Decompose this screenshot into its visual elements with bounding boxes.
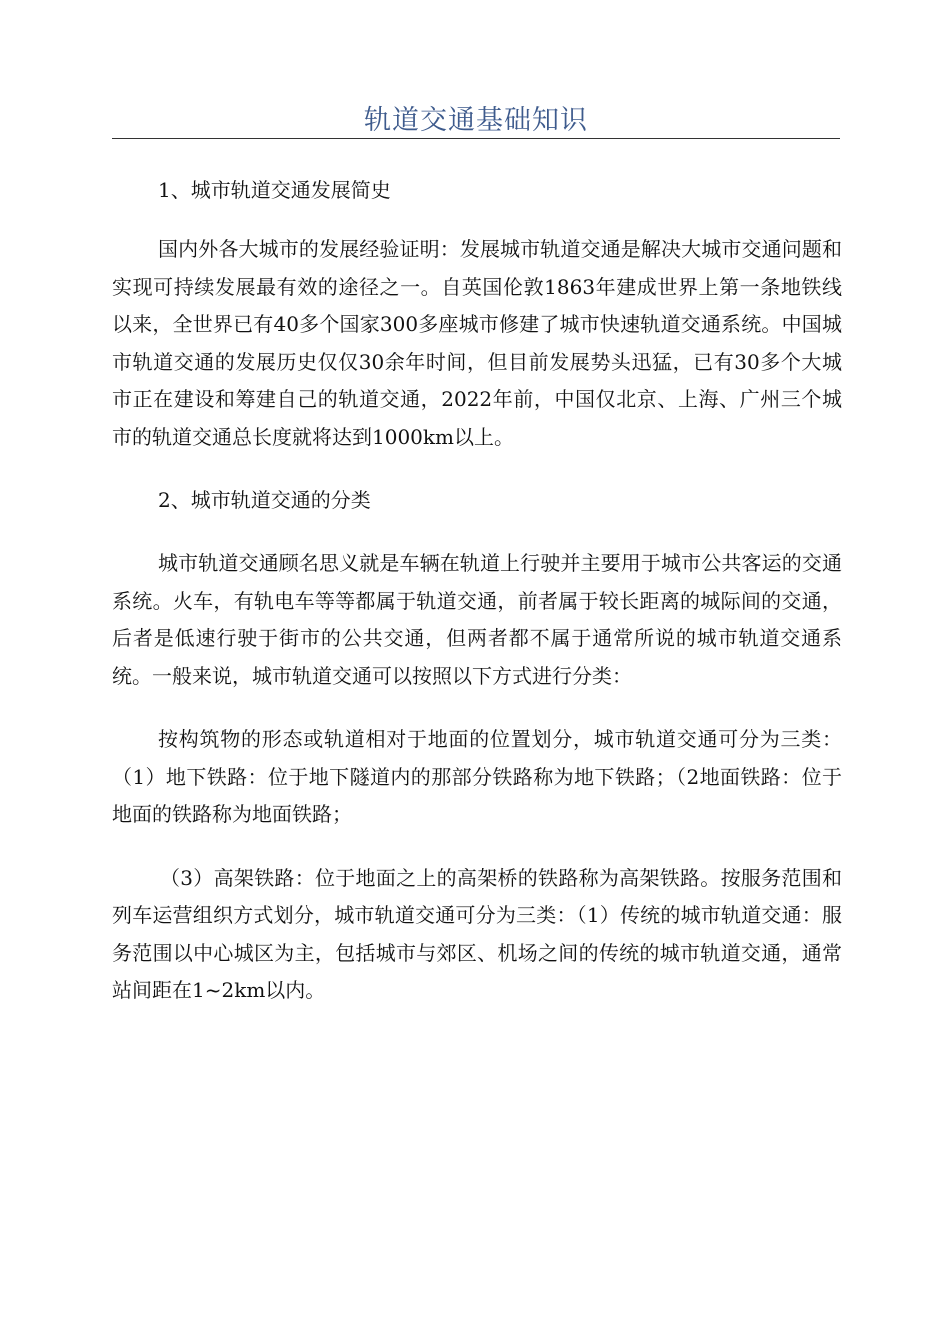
paragraph: 城市轨道交通顾名思义就是车辆在轨道上行驶并主要用于城市公共客运的交通系统。火车，有轨电车等等都属于轨道交通，前者属于较长距离的城际间的交通，后者是低速行驶于街市的公共交通，但两者都不属于通常所说的城市轨道交通系统。一般来说，城市轨道交通可以按照以下方式进行分类： [112,551,842,688]
paragraph: 国内外各大城市的发展经验证明：发展城市轨道交通是解决大城市交通问题和实现可持续发展最有效的途径之一。自英国伦敦1863年建成世界上第一条地铁线以来，全世界已有40多个国家300多座城市修建了城市快速轨道交通系统。中国城市轨道交通的发展历史仅仅30余年时间，但目前发展势头迅猛，已有30多个大城市正在建设和筹建自己的轨道交通，2022年前，中国仅北京、上海、广州三个城市的轨道交通总长度就将达到1000km以上。 [112,237,842,449]
title-block [112,104,840,139]
document-title: 轨道交通基础知识 [364,105,588,136]
section-heading: 1、城市轨道交通发展简史 [158,178,391,202]
paragraph: （3）高架铁路：位于地面之上的高架桥的铁路称为高架铁路。按服务范围和列车运营组织方式划分，城市轨道交通可分为三类：（1）传统的城市轨道交通：服务范围以中心城区为主，包括城市与郊区、机场之间的传统的城市轨道交通，通常站间距在1~2km以内。 [112,865,842,1002]
document-body [112,172,842,1010]
section-heading: 2、城市轨道交通的分类 [158,488,371,512]
paragraph: 按构筑物的形态或轨道相对于地面的位置划分，城市轨道交通可分为三类：（1）地下铁路：位于地下隧道内的那部分铁路称为地下铁路；（2地面铁路：位于地面的铁路称为地面铁路； [112,727,842,826]
